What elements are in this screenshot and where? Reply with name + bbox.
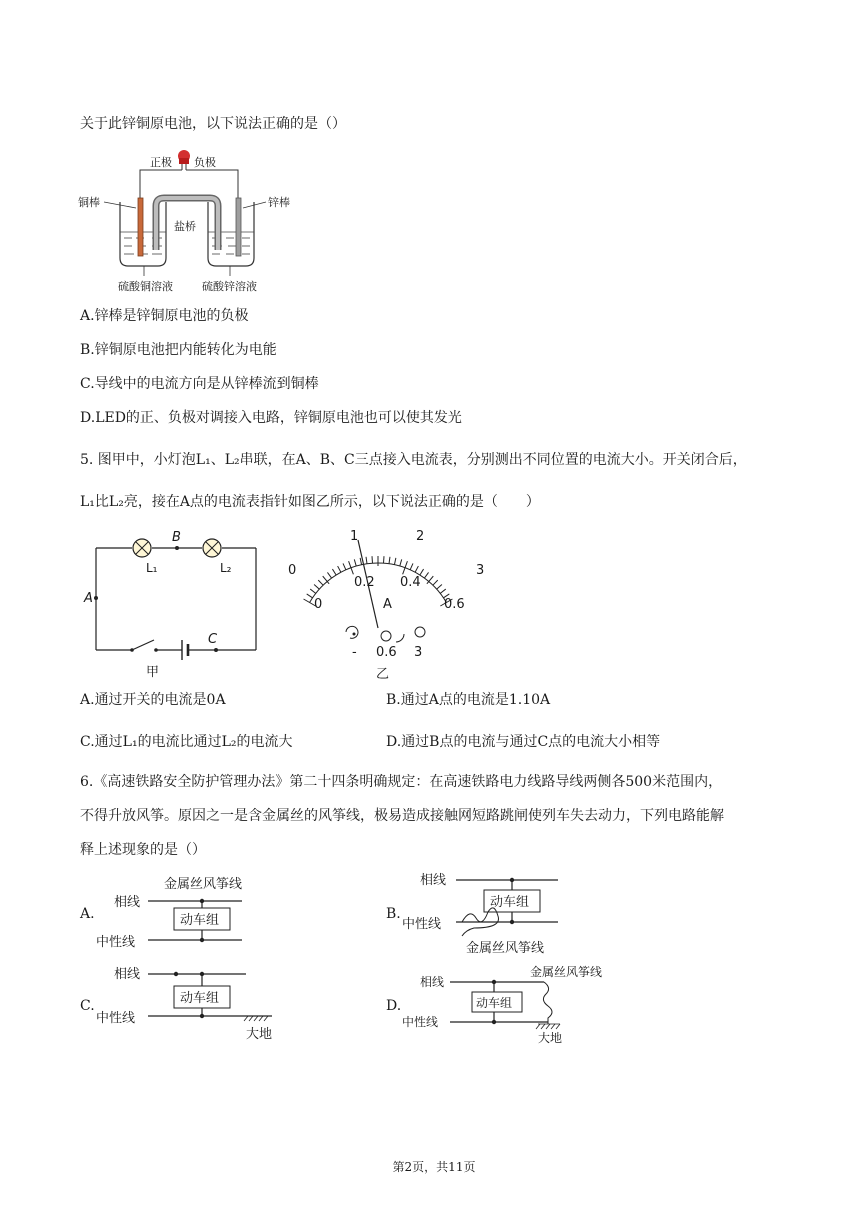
upper-tick-2: 2 bbox=[416, 529, 425, 544]
lower-tick-1: 0.2 bbox=[354, 575, 375, 590]
scale-tick bbox=[415, 566, 418, 572]
scale-tick bbox=[410, 563, 413, 569]
battery-icon bbox=[182, 640, 188, 660]
kite-line-label: 金属丝风筝线 bbox=[466, 941, 545, 956]
train-label: 动车组 bbox=[490, 895, 530, 910]
live-line-label: 相线 bbox=[420, 975, 445, 989]
q6-option-a-circuit bbox=[96, 872, 286, 958]
q6-stem-line2: 不得升放风筝。原因之一是含金属丝的风筝线，极易造成接触网短路跳闸使列车失去动力，下列电路能解 bbox=[80, 808, 724, 824]
q6-option-d-circuit bbox=[400, 962, 640, 1048]
live-line-label: 相线 bbox=[114, 895, 141, 910]
ammeter-dial bbox=[280, 524, 500, 684]
ground-label: 大地 bbox=[246, 1027, 273, 1042]
right-solution-label: 硫酸锌溶液 bbox=[202, 280, 257, 293]
neutral-line-label: 中性线 bbox=[402, 1015, 439, 1029]
scale-arc bbox=[310, 563, 447, 603]
terminal-3-label: 3 bbox=[414, 645, 423, 660]
left-solution-label: 硫酸铜溶液 bbox=[118, 280, 173, 293]
lower-tick-2: 0.4 bbox=[400, 575, 421, 590]
scale-tick bbox=[437, 584, 442, 589]
q4-option-b: B.锌铜原电池把内能转化为电能 bbox=[80, 342, 277, 358]
q5-option-c: C.通过L₁的电流比通过L₂的电流大 bbox=[80, 734, 293, 750]
q4-option-c: C.导线中的电流方向是从锌棒流到铜棒 bbox=[80, 376, 319, 392]
scale-tick bbox=[400, 559, 402, 566]
scale-tick bbox=[354, 559, 356, 566]
meter-unit: A bbox=[383, 597, 392, 612]
ground-icon bbox=[536, 1024, 560, 1029]
switch-icon bbox=[130, 640, 158, 652]
scale-tick bbox=[440, 589, 446, 593]
q4-option-d: D.LED的正、负极对调接入电路，锌铜原电池也可以使其发光 bbox=[80, 410, 462, 426]
q6-option-b-circuit bbox=[400, 866, 600, 962]
copper-rod bbox=[138, 198, 143, 256]
ammeter-scale bbox=[304, 556, 453, 606]
scale-tick bbox=[307, 594, 313, 598]
scale-tick bbox=[394, 558, 395, 565]
scale-tick bbox=[310, 589, 316, 593]
train-label: 动车组 bbox=[180, 913, 220, 928]
zinc-rod-label: 锌棒 bbox=[268, 196, 290, 209]
point-b-label: B bbox=[172, 530, 181, 545]
scale-tick bbox=[360, 558, 361, 565]
q6-option-c-letter: C. bbox=[80, 998, 95, 1014]
point-a-label: A bbox=[84, 591, 93, 606]
figure-jia-caption: 甲 bbox=[146, 665, 160, 680]
point-b-dot bbox=[175, 546, 179, 550]
upper-tick-0: 0 bbox=[288, 563, 297, 578]
neutral-line-label: 中性线 bbox=[96, 935, 136, 950]
scale-tick bbox=[366, 557, 367, 564]
scale-tick bbox=[327, 572, 331, 578]
upper-tick-3: 3 bbox=[476, 563, 485, 578]
lamp-l1-icon bbox=[133, 539, 151, 557]
series-circuit-diagram bbox=[84, 530, 274, 680]
live-line-label: 相线 bbox=[114, 967, 141, 982]
q4-option-a: A.锌棒是锌铜原电池的负极 bbox=[80, 308, 249, 324]
live-line-label: 相线 bbox=[420, 873, 447, 888]
kite-line-label: 金属丝风筝线 bbox=[164, 877, 243, 892]
scale-tick bbox=[343, 563, 346, 569]
terminal-neg-label: - bbox=[352, 645, 357, 660]
salt-bridge-label: 盐桥 bbox=[174, 220, 196, 233]
terminal-3-icon bbox=[415, 627, 425, 637]
q6-stem-line1: 6.《高速铁路安全防护管理办法》第二十四条明确规定：在高速铁路电力线路导线两侧各500米范围内， bbox=[80, 774, 723, 790]
q4-stem: 关于此锌铜原电池，以下说法正确的是（） bbox=[80, 116, 346, 132]
scale-tick bbox=[433, 580, 438, 585]
q5-option-b: B.通过A点的电流是1.10A bbox=[386, 692, 551, 708]
l2-label: L₂ bbox=[220, 561, 232, 575]
point-a-dot bbox=[94, 596, 98, 600]
train-label: 动车组 bbox=[180, 991, 220, 1006]
lower-tick-3: 0.6 bbox=[444, 597, 465, 612]
lower-tick-0: 0 bbox=[314, 597, 323, 612]
q6-option-a-letter: A. bbox=[80, 906, 95, 922]
figure-yi-caption: 乙 bbox=[376, 667, 390, 682]
lamp-l2-icon bbox=[203, 539, 221, 557]
terminal-negative-icon bbox=[346, 626, 358, 638]
q5-option-d: D.通过B点的电流与通过C点的电流大小相等 bbox=[386, 734, 661, 750]
copper-rod-label: 铜棒 bbox=[78, 196, 100, 209]
positive-label: 正极 bbox=[150, 156, 172, 169]
zinc-copper-cell-diagram bbox=[78, 140, 308, 300]
neutral-line-label: 中性线 bbox=[96, 1011, 136, 1026]
terminal-06-icon bbox=[381, 631, 404, 642]
scale-tick bbox=[332, 569, 336, 575]
q6-option-c-circuit bbox=[96, 960, 296, 1048]
q6-option-d-letter: D. bbox=[386, 998, 402, 1014]
point-c-label: C bbox=[208, 632, 218, 647]
scale-tick bbox=[424, 572, 428, 578]
scale-tick bbox=[389, 557, 390, 564]
ground-icon bbox=[244, 1016, 272, 1021]
neutral-line-label: 中性线 bbox=[402, 917, 442, 932]
kite-line-wire bbox=[543, 982, 552, 1024]
page-footer: 第2页，共11页 bbox=[392, 1160, 476, 1174]
scale-tick bbox=[314, 584, 319, 589]
q6-stem-line3: 释上述现象的是（） bbox=[80, 842, 206, 858]
kite-line-label: 金属丝风筝线 bbox=[530, 965, 603, 979]
point-c-dot bbox=[214, 648, 218, 652]
zinc-rod bbox=[236, 198, 241, 256]
ground-label: 大地 bbox=[538, 1031, 563, 1045]
scale-tick bbox=[318, 580, 323, 585]
led-icon bbox=[178, 150, 190, 170]
q5-stem-line1: 5. 图甲中，小灯泡L₁、L₂串联，在A、B、C三点接入电流表，分别测出不同位置的电流大小。开关闭合后， bbox=[80, 452, 747, 468]
q5-stem-line2: L₁比L₂亮，接在A点的电流表指针如图乙所示，以下说法正确的是（ ） bbox=[80, 494, 540, 510]
scale-tick bbox=[338, 566, 341, 572]
negative-label: 负极 bbox=[194, 156, 216, 169]
upper-tick-1: 1 bbox=[350, 529, 359, 544]
l1-label: L₁ bbox=[146, 561, 158, 575]
q6-option-b-letter: B. bbox=[386, 906, 401, 922]
train-label: 动车组 bbox=[476, 996, 513, 1010]
terminal-06-label: 0.6 bbox=[376, 645, 397, 660]
q5-option-a: A.通过开关的电流是0A bbox=[80, 692, 226, 708]
